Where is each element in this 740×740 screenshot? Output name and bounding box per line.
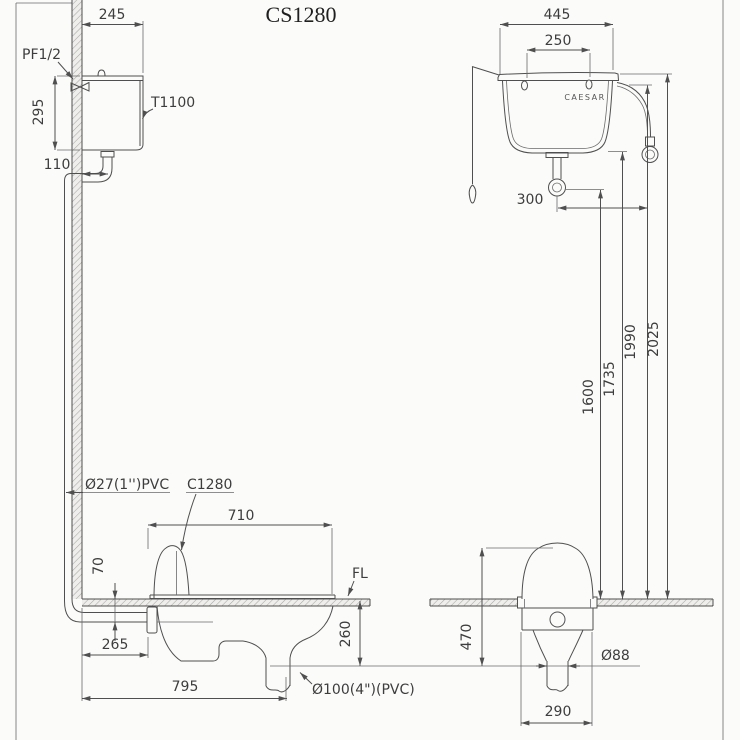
side-view-squat-pan	[150, 546, 335, 692]
floor-section-left	[82, 599, 370, 606]
dim-tank-depth: 245	[98, 7, 126, 23]
inlet-thread-label: PF1/2	[22, 47, 62, 63]
front-view-tank	[469, 67, 658, 204]
dim-pipe-offset: 110	[43, 157, 71, 173]
mounting-hole-right	[586, 80, 592, 89]
tank-model-label: T1100	[151, 95, 196, 111]
outlet-pvc-pipe-front	[547, 661, 568, 686]
dim-rim-to-pipe: 70	[91, 557, 107, 575]
dim-outlet-depth: 260	[338, 620, 354, 648]
dim-tank-bottom-height: 1735	[602, 361, 618, 397]
dim-wall-to-inlet: 265	[101, 637, 129, 653]
floor-level-label: FL	[352, 566, 368, 582]
drawing-title: CS1280	[265, 2, 337, 27]
front-view-squat-pan	[518, 543, 598, 691]
pan-hood-front	[522, 543, 593, 599]
dim-pan-total-height: 470	[459, 623, 475, 651]
dim-pan-length: 710	[227, 508, 255, 524]
dim-pan-width: 290	[544, 704, 572, 720]
supply-pipe-label: Ø27(1'')PVC	[85, 477, 170, 493]
brand-label: CAESAR	[564, 93, 606, 102]
flush-lever	[472, 67, 499, 76]
outlet-pipe-label: Ø100(4")(PVC)	[312, 682, 415, 698]
dim-wall-to-outlet: 795	[171, 679, 199, 695]
dim-outlet-diameter: Ø88	[601, 648, 630, 664]
dim-holes-spacing: 250	[544, 33, 572, 49]
flush-pipe-coupling	[549, 179, 566, 196]
mounting-hole-left	[522, 81, 528, 90]
pan-model-label: C1280	[187, 477, 233, 493]
tank-lid	[498, 73, 619, 81]
dim-outlet-to-supply: 300	[516, 192, 544, 208]
stop-valve	[642, 147, 658, 163]
dim-outlet-height: 1600	[581, 379, 597, 415]
dim-tank-width: 445	[543, 7, 571, 23]
dim-inlet-height: 1990	[623, 324, 639, 360]
dim-tank-top-height: 2025	[646, 321, 662, 357]
supply-hose	[617, 83, 651, 138]
dim-tank-height: 295	[31, 98, 47, 126]
pan-front-hood	[154, 546, 189, 598]
chain-pull-handle	[469, 185, 476, 203]
